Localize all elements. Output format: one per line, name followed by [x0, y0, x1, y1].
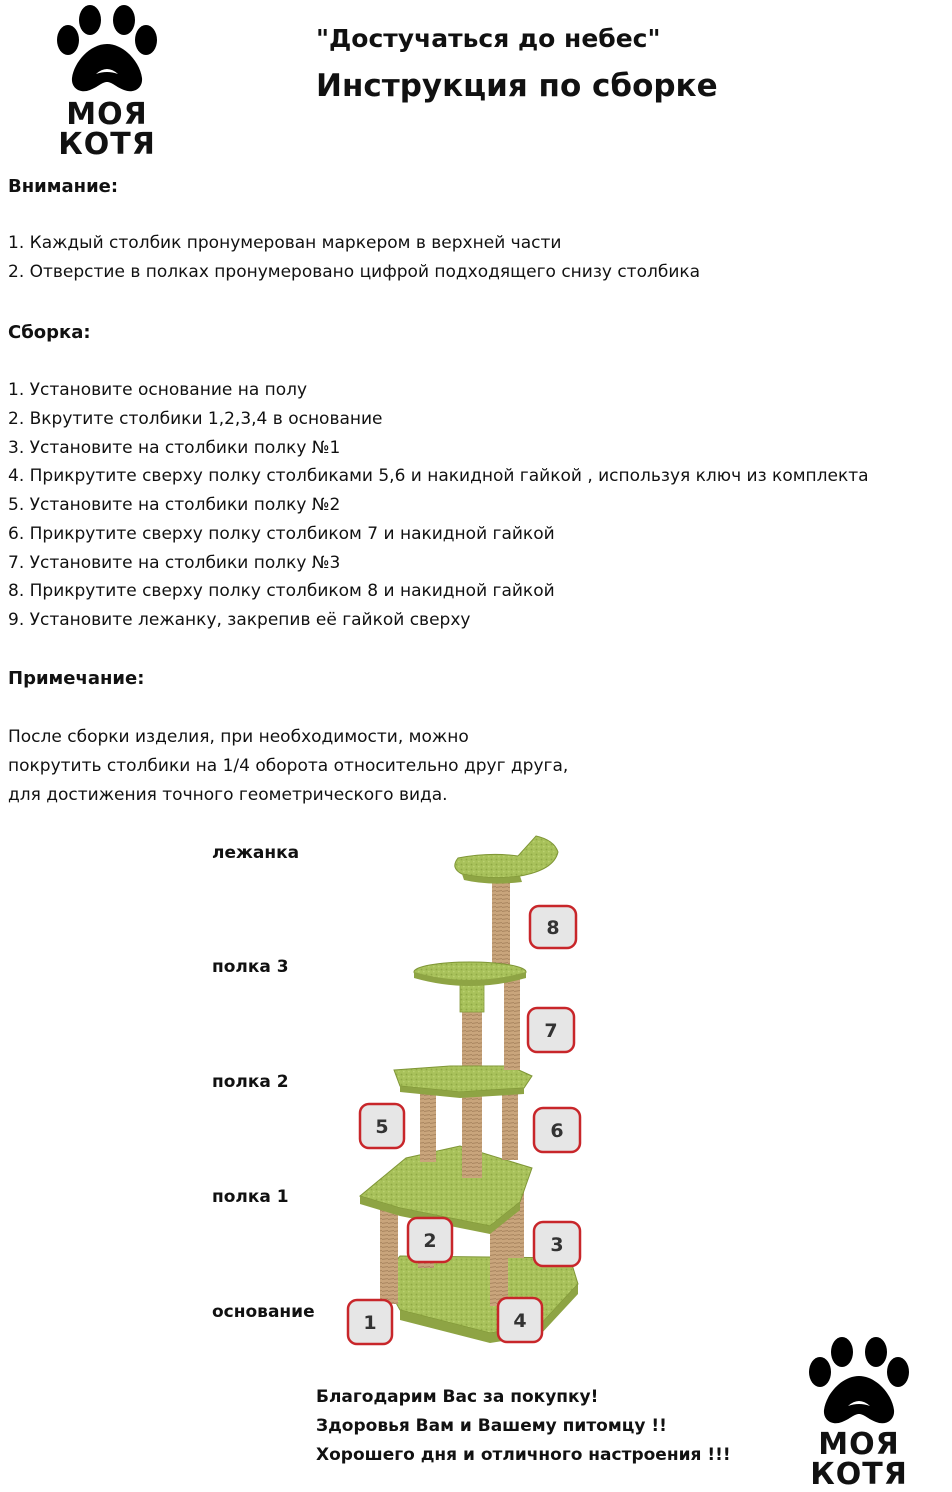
list-item: 2. Вкрутите столбики 1,2,3,4 в основание — [8, 408, 383, 429]
post-badge-3 — [534, 1222, 580, 1266]
brand-logo — [12, 4, 202, 160]
document-heading: Инструкция по сборке — [316, 68, 718, 104]
list-item: 6. Прикрутите сверху полку столбиком 7 и накидной гайкой — [8, 523, 555, 544]
bed — [455, 836, 558, 884]
post-badge-2 — [408, 1218, 452, 1262]
post-badge-6 — [534, 1108, 580, 1152]
document-title: "Достучаться до небес" — [316, 24, 661, 53]
cat-tree-illustration — [340, 828, 600, 1352]
post-badge-1 — [348, 1300, 392, 1344]
list-item: 9. Установите лежанку, закрепив её гайкой сверху — [8, 610, 471, 630]
note-line: для достижения точного геометрического вида. — [8, 784, 448, 805]
post-1 — [380, 1210, 398, 1304]
note-title: Примечание: — [8, 668, 145, 689]
list-item: 7. Установите на столбики полку №3 — [8, 552, 341, 573]
brand-logo-bottom — [766, 1336, 952, 1490]
thanks-line: Здоровья Вам и Вашему питомцу !! — [316, 1416, 667, 1436]
attention-title: Внимание: — [8, 176, 119, 197]
post-6 — [502, 1086, 518, 1160]
list-item: 1. Установите основание на полу — [8, 380, 308, 400]
post-badge-5 — [360, 1104, 404, 1148]
assembly-title: Сборка: — [8, 322, 91, 343]
list-item: 3. Установите на столбики полку №1 — [8, 437, 341, 458]
list-item: 2. Отверстие в полках пронумеровано цифрой подходящего снизу столбика — [8, 261, 701, 282]
label-shelf-1: полка 1 — [212, 1187, 289, 1207]
tree-base — [382, 1256, 578, 1343]
label-shelf-2: полка 2 — [212, 1072, 289, 1092]
post-badge-8 — [530, 906, 576, 948]
brand-name: МОЯ КОТЯ — [810, 1427, 908, 1492]
note-line: После сборки изделия, при необходимости, можно — [8, 727, 469, 747]
assembly-steps — [8, 376, 869, 635]
post-tall — [504, 978, 520, 1070]
attention-list — [8, 229, 700, 287]
note-line: покрутить столбики на 1/4 оборота относительно друг друга, — [8, 755, 569, 776]
post-badge-7 — [528, 1008, 574, 1052]
label-bed: лежанка — [212, 843, 300, 863]
list-item: 4. Прикрутите сверху полку столбиками 5,6 и накидной гайкой , используя ключ из комплекта — [8, 466, 869, 487]
badge-number: 6 — [550, 1120, 564, 1142]
note-text — [8, 723, 568, 809]
badge-number: 2 — [423, 1230, 437, 1252]
badge-number: 5 — [375, 1116, 389, 1138]
brand-name: МОЯ КОТЯ — [58, 97, 156, 162]
thanks-line: Благодарим Вас за покупку! — [316, 1387, 599, 1407]
label-shelf-3: полка 3 — [212, 957, 289, 977]
badge-number: 3 — [550, 1234, 564, 1256]
list-item: 8. Прикрутите сверху полку столбиком 8 и накидной гайкой — [8, 581, 555, 602]
badge-number: 8 — [546, 917, 560, 939]
label-base: основание — [212, 1302, 315, 1322]
list-item: 5. Установите на столбики полку №2 — [8, 495, 341, 515]
badge-number: 4 — [513, 1310, 527, 1332]
badge-number: 1 — [363, 1312, 377, 1334]
paw-icon — [52, 4, 162, 96]
post-badge-4 — [498, 1298, 542, 1342]
thanks-message — [316, 1383, 731, 1470]
list-item: 1. Каждый столбик пронумерован маркером в верхней части — [8, 233, 562, 253]
thanks-line: Хорошего дня и отличного настроения !!! — [316, 1445, 731, 1465]
badge-number: 7 — [544, 1020, 558, 1042]
post-5 — [420, 1086, 436, 1162]
shelf-2 — [394, 1066, 532, 1098]
paw-icon — [804, 1336, 914, 1428]
